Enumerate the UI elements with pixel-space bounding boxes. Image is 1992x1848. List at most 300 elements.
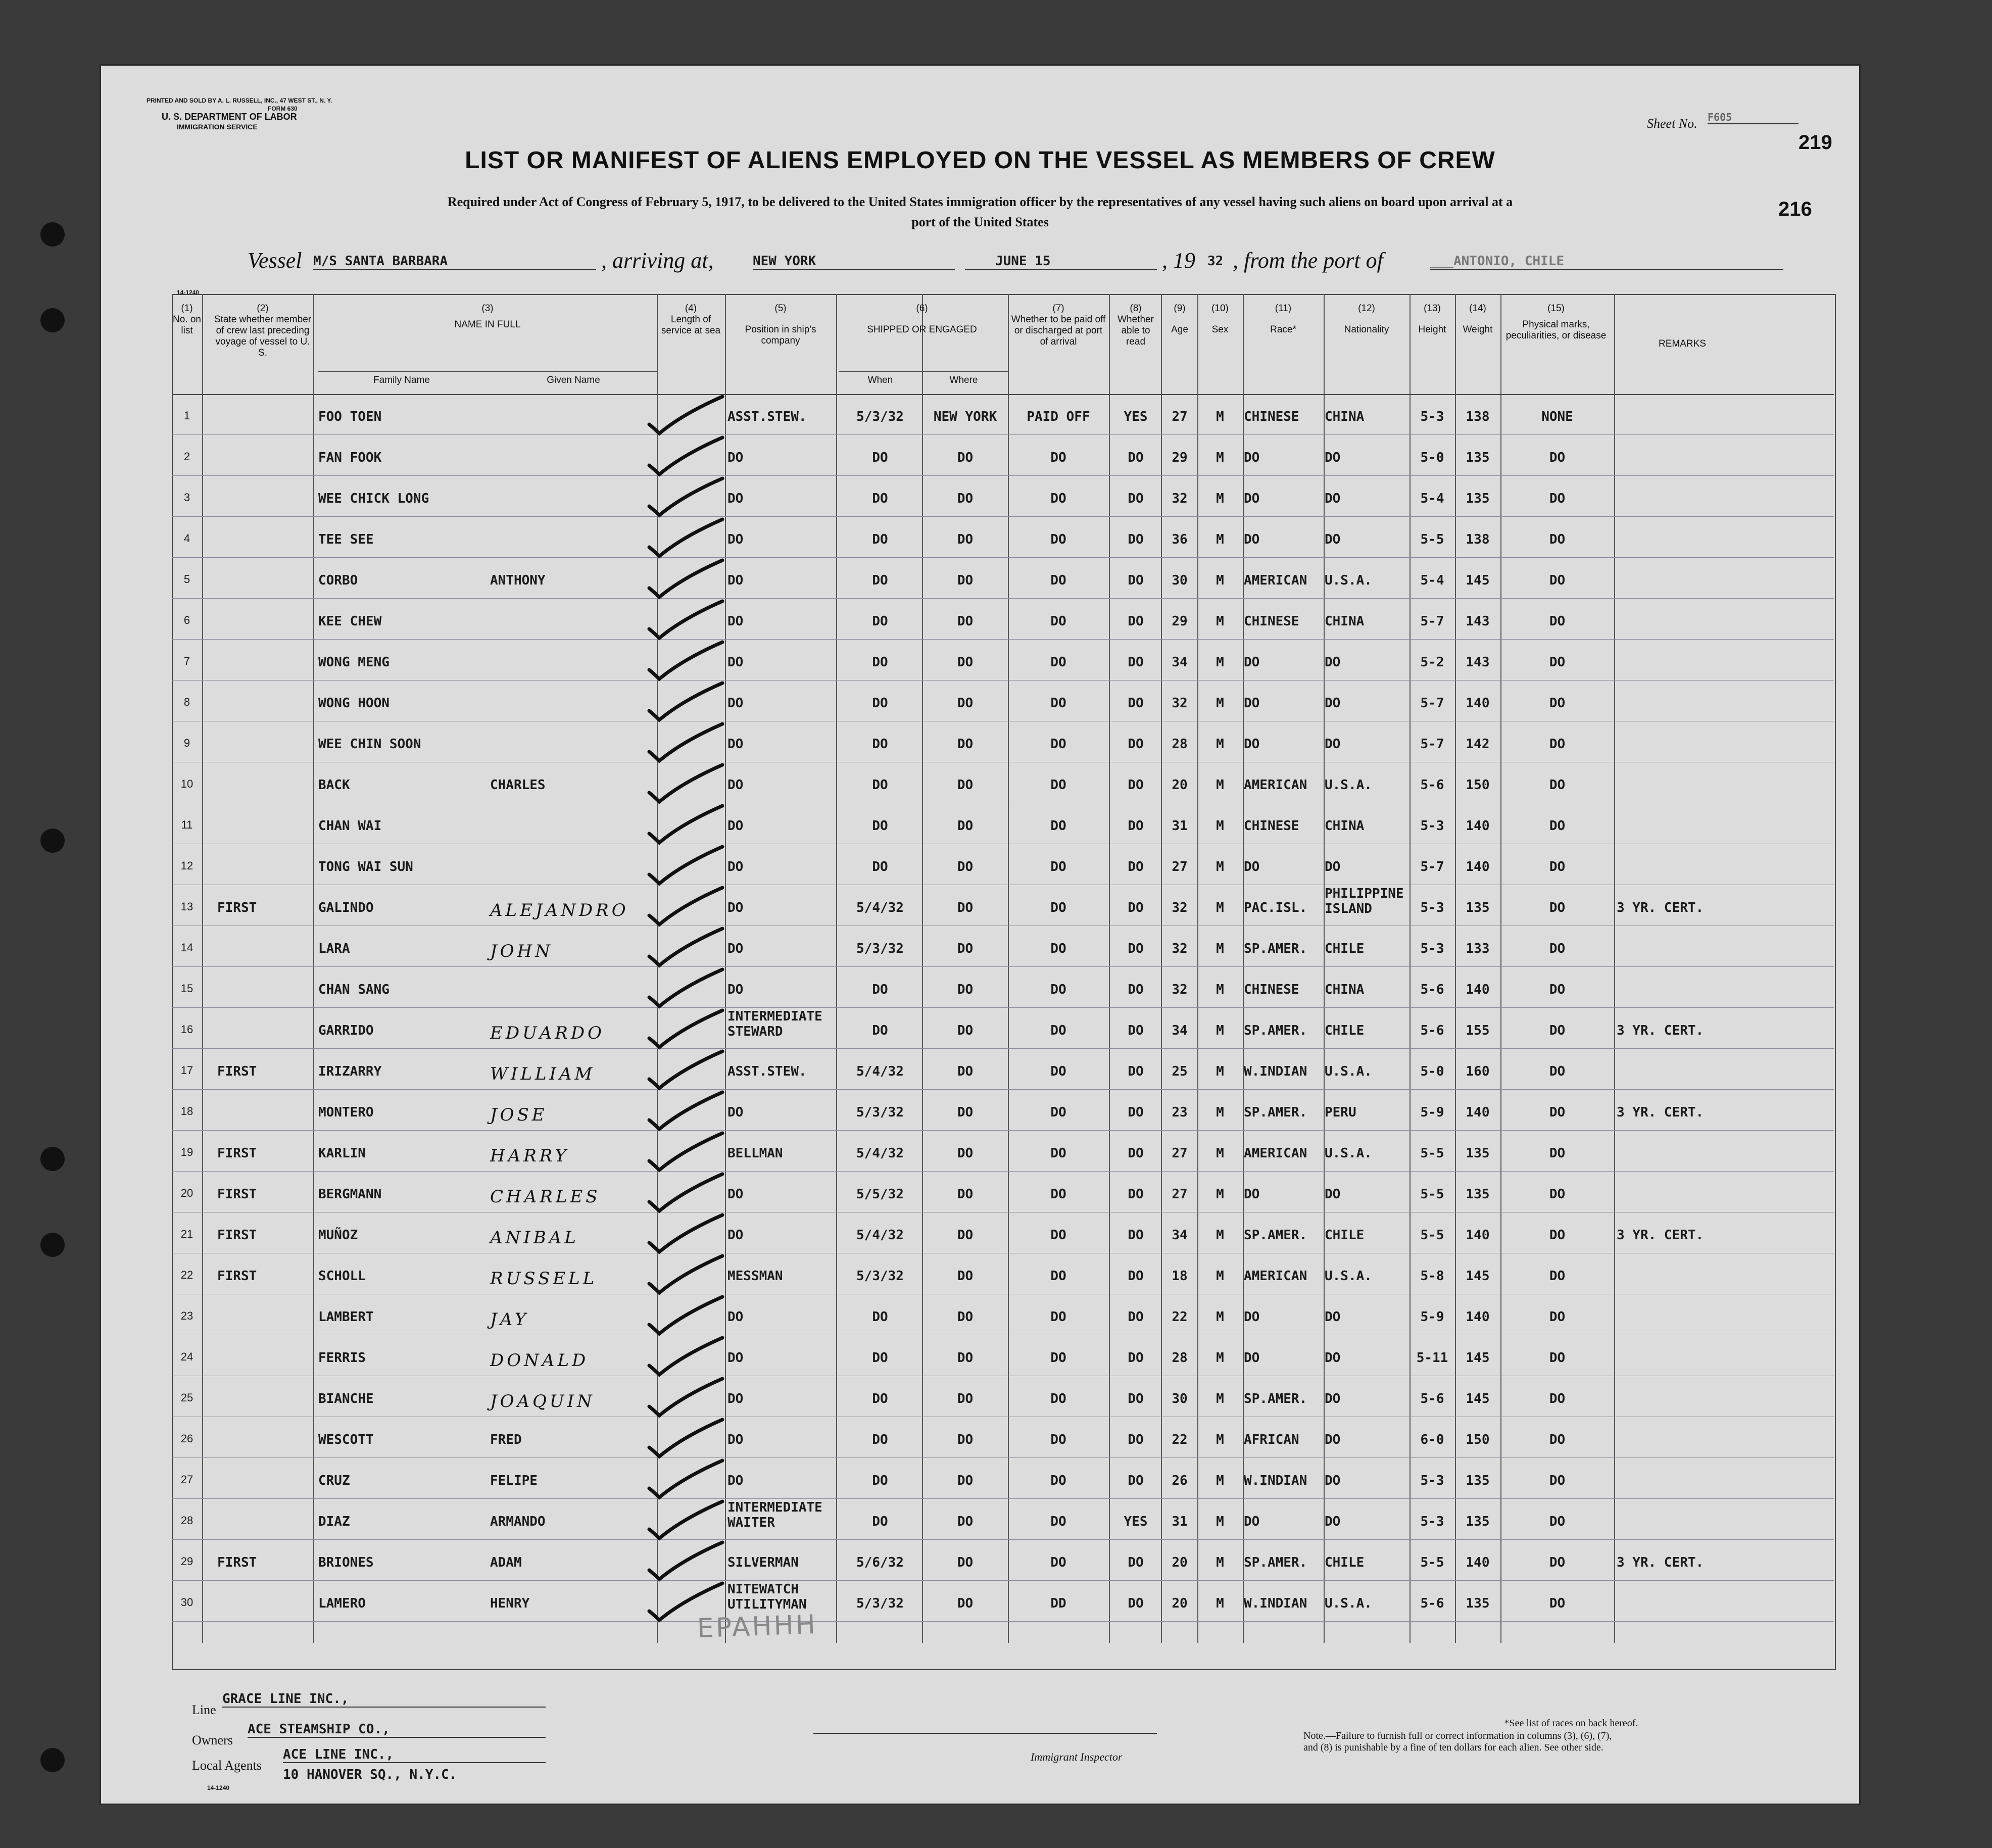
height: 5-5 [1420,1555,1444,1570]
height: 5-0 [1420,1064,1444,1079]
col-sex-header: (10) Sex [1211,303,1229,335]
race: SP.AMER. [1244,1228,1307,1243]
able-to-read: DO [1128,696,1144,711]
row-number: 4 [183,532,190,545]
race: AMERICAN [1244,777,1307,793]
weight: 150 [1466,777,1490,793]
height: 5-7 [1420,696,1444,711]
col-shipped-where-header: Where [949,375,978,385]
family-name: WONG MENG [318,655,390,670]
row-number: 1 [183,409,190,422]
weight: 135 [1466,1146,1490,1161]
shipped-when: DO [872,450,888,465]
footer [172,1682,1834,1793]
race: DO [1244,655,1260,670]
age: 32 [1172,982,1188,997]
able-to-read: DO [1128,1473,1144,1488]
nationality: CHINA [1325,614,1365,629]
able-to-read: DO [1128,941,1144,956]
binder-hole [40,222,65,247]
family-name: KARLIN [318,1146,366,1161]
shipped-when: 5/3/32 [856,1105,904,1120]
shipped-when: DO [872,982,888,997]
weight: 145 [1466,1391,1490,1406]
inspector-label: Immigrant Inspector [1031,1750,1123,1763]
able-to-read: DO [1128,900,1144,915]
age: 20 [1172,1555,1188,1570]
sex: M [1216,1228,1224,1243]
race: AMERICAN [1244,1269,1307,1284]
row-number: 9 [183,737,190,749]
position: DO [727,777,744,793]
nationality: DO [1325,1309,1341,1325]
nationality: CHILE [1325,941,1365,956]
shipped-where: DO [957,1596,974,1611]
physical-marks: DO [1549,777,1566,793]
shipped-when: 5/4/32 [856,1146,904,1161]
sex: M [1216,1146,1224,1161]
col-name-header: (3) NAME IN FULL [454,303,521,330]
physical-marks: DO [1549,900,1566,915]
age: 27 [1172,859,1188,874]
able-to-read: DO [1128,737,1144,752]
position: DO [727,818,744,834]
shipped-where: DO [957,900,974,915]
age: 18 [1172,1269,1188,1284]
table-row [101,982,1859,1023]
paid-off: DO [1050,532,1066,547]
shipped-when: 5/3/32 [856,1269,904,1284]
check-mark-icon [642,435,727,480]
footer-form-code: 14-1240 [207,1784,230,1791]
col-number-header: (1) No. on list [173,303,201,336]
weight: 133 [1466,941,1490,956]
check-mark-icon [642,1417,727,1463]
family-name: TONG WAI SUN [318,859,413,874]
physical-marks: DO [1549,696,1566,711]
paid-off: DO [1050,859,1066,874]
shipped-when: DO [872,614,888,629]
sex: M [1216,1064,1224,1079]
position: DO [727,1228,744,1243]
height: 5-9 [1420,1309,1444,1325]
height: 5-0 [1420,450,1444,465]
able-to-read: DO [1128,859,1144,874]
remarks: 3 YR. CERT. [1617,1105,1704,1120]
shipped-where: DO [957,614,974,629]
paid-off: DO [1050,1473,1066,1488]
height: 5-5 [1420,1228,1444,1243]
sex: M [1216,777,1224,793]
row-number: 20 [180,1187,193,1199]
paid-off: DO [1050,777,1066,793]
height: 5-6 [1420,777,1444,793]
check-mark-icon [642,1294,727,1340]
agents-label: Local Agents [192,1758,262,1773]
position: DO [727,737,744,752]
given-name: JAY [490,1309,529,1330]
position: DO [727,1432,744,1447]
position: DO [727,614,744,629]
able-to-read: DO [1128,655,1144,670]
shipped-when: 5/5/32 [856,1187,904,1202]
table-row [101,1500,1859,1555]
nationality: DO [1325,1187,1341,1202]
family-name: MUÑOZ [318,1228,358,1243]
weight: 138 [1466,532,1490,547]
physical-marks: DO [1549,1391,1566,1406]
sex: M [1216,1555,1224,1570]
nationality: DO [1325,1514,1341,1529]
weight: 140 [1466,982,1490,997]
shipped-where: DO [957,1391,974,1406]
physical-marks: DO [1549,532,1566,547]
family-name: GALINDO [318,900,374,915]
remarks: 3 YR. CERT. [1617,900,1704,915]
given-name: FELIPE [490,1473,538,1488]
able-to-read: DO [1128,1269,1144,1284]
year-value: 32 [1207,254,1224,269]
nationality: U.S.A. [1325,1596,1372,1611]
nationality: DO [1325,491,1341,506]
vessel-name: M/S SANTA BARBARA [313,254,596,270]
col-physical-marks-header: (15) Physical marks, peculiarities, or disease [1505,303,1607,341]
race: SP.AMER. [1244,1105,1307,1120]
previous-voyage: FIRST [217,1064,257,1079]
sex: M [1216,696,1224,711]
paid-off: DO [1050,1146,1066,1161]
physical-marks: DO [1549,1105,1566,1120]
paid-off: DO [1050,737,1066,752]
sex: M [1216,818,1224,834]
weight: 140 [1466,1555,1490,1570]
height: 5-6 [1420,1596,1444,1611]
nationality: DO [1325,1432,1341,1447]
age: 31 [1172,818,1188,834]
weight: 135 [1466,1473,1490,1488]
given-name: WILLIAM [490,1064,596,1084]
age: 36 [1172,532,1188,547]
nationality: U.S.A. [1325,1146,1372,1161]
weight: 135 [1466,1187,1490,1202]
height: 5-7 [1420,737,1444,752]
row-number: 25 [180,1391,193,1404]
col-previous-voyage-header: (2) State whether member of crew last preceding voyage of vessel to U. S. [214,303,312,358]
row-number: 3 [183,491,190,504]
paid-off: DO [1050,696,1066,711]
sex: M [1216,1023,1224,1038]
age: 31 [1172,1514,1188,1529]
shipped-when: DO [872,573,888,588]
height: 5-11 [1416,1350,1448,1366]
race: DO [1244,1514,1260,1529]
paid-off: DO [1050,1514,1066,1529]
race: W.INDIAN [1244,1596,1307,1611]
form-code: 14-1240 [177,289,200,296]
sex: M [1216,491,1224,506]
vessel-line [248,248,1814,278]
check-mark-icon [642,926,727,971]
physical-marks: DO [1549,1023,1566,1038]
weight: 140 [1466,1309,1490,1325]
row-number: 23 [180,1309,193,1322]
shipped-when: DO [872,859,888,874]
given-name: ANTHONY [490,573,546,588]
able-to-read: YES [1124,409,1148,424]
family-name: WEE CHICK LONG [318,491,429,506]
sex: M [1216,655,1224,670]
col-shipped-when-header: When [867,375,893,385]
row-number: 12 [180,859,193,872]
able-to-read: DO [1128,450,1144,465]
age: 32 [1172,491,1188,506]
shipped-when: 5/4/32 [856,900,904,915]
table-row [101,450,1859,491]
able-to-read: DO [1128,1187,1144,1202]
physical-marks: DO [1549,1187,1566,1202]
family-name: BERGMANN [318,1187,382,1202]
physical-marks: DO [1549,1269,1566,1284]
shipped-when: 5/3/32 [856,409,904,424]
able-to-read: DO [1128,1023,1144,1038]
position: DO [727,1391,744,1406]
check-mark-icon [642,599,727,644]
given-name: CHARLES [490,1187,601,1207]
race: DO [1244,696,1260,711]
check-mark-icon [642,803,727,849]
sex: M [1216,532,1224,547]
sex: M [1216,1596,1224,1611]
col-paid-off-header: (7) Whether to be paid off or discharged at port of arrival [1011,303,1106,347]
given-name: EDUARDO [490,1023,605,1043]
remarks: 3 YR. CERT. [1617,1228,1704,1243]
shipped-where: DO [957,1228,974,1243]
paid-off: DO [1050,941,1066,956]
weight: 135 [1466,900,1490,915]
position: MESSMAN [727,1269,783,1284]
shipped-where: DO [957,818,974,834]
col-height-header: (13) Height [1418,303,1446,335]
vessel-label: Vessel [248,248,302,273]
nationality: U.S.A. [1325,573,1372,588]
paid-off: DD [1050,1596,1066,1611]
sheet-no-label: Sheet No. [1647,116,1697,131]
race: CHINESE [1244,982,1299,997]
paid-off: DO [1050,614,1066,629]
owners-value: ACE STEAMSHIP CO., [248,1722,546,1738]
family-name: FAN FOOK [318,450,382,465]
age: 32 [1172,941,1188,956]
paid-off: DO [1050,573,1066,588]
family-name: TEE SEE [318,532,374,547]
family-name: BACK [318,777,350,793]
paid-off: DO [1050,1187,1066,1202]
col-service-length-header: (4) Length of service at sea [661,303,721,336]
shipped-when: DO [872,491,888,506]
binder-hole [40,1147,65,1171]
shipped-where: DO [957,1105,974,1120]
agents-address: 10 HANOVER SQ., N.Y.C. [283,1767,457,1782]
shipped-where: DO [957,1146,974,1161]
family-name: FERRIS [318,1350,366,1366]
physical-marks: DO [1549,655,1566,670]
shipped-when: DO [872,737,888,752]
check-mark-icon [642,1540,727,1585]
age: 22 [1172,1309,1188,1325]
row-number: 30 [180,1596,193,1609]
height: 5-6 [1420,982,1444,997]
weight: 143 [1466,614,1490,629]
sex: M [1216,573,1224,588]
check-mark-icon [642,517,727,562]
service: IMMIGRATION SERVICE [177,123,258,131]
family-name: WEE CHIN SOON [318,737,421,752]
table-row [101,1228,1859,1269]
able-to-read: DO [1128,982,1144,997]
height: 5-5 [1420,1187,1444,1202]
table-row [101,1105,1859,1146]
manifest-title: LIST OR MANIFEST OF ALIENS EMPLOYED ON THE VESSEL AS MEMBERS OF CREW [465,147,1495,174]
shipped-when: 5/3/32 [856,1596,904,1611]
weight: 140 [1466,1228,1490,1243]
table-row [101,655,1859,696]
shipped-when: DO [872,818,888,834]
row-number: 14 [180,941,193,954]
table-row [101,1432,1859,1473]
position: NITEWATCH UTILITYMAN [727,1582,807,1612]
arrival-date: JUNE 15 [965,254,1157,270]
family-name: GARRIDO [318,1023,374,1038]
row-number: 16 [180,1023,193,1036]
sex: M [1216,614,1224,629]
previous-voyage: FIRST [217,1146,257,1161]
age: 29 [1172,450,1188,465]
race: CHINESE [1244,818,1299,834]
able-to-read: DO [1128,1146,1144,1161]
weight: 145 [1466,1269,1490,1284]
check-mark-icon [642,1008,727,1053]
shipped-when: DO [872,1391,888,1406]
arriving-label: , arriving at, [601,248,714,273]
physical-marks: DO [1549,614,1566,629]
shipped-when: DO [872,655,888,670]
paid-off: PAID OFF [1027,409,1090,424]
sex: M [1216,1187,1224,1202]
age: 27 [1172,1187,1188,1202]
shipped-when: DO [872,1514,888,1529]
age: 26 [1172,1473,1188,1488]
weight: 145 [1466,1350,1490,1366]
physical-marks: DO [1549,1473,1566,1488]
page-number-inner: 216 [1778,198,1812,220]
table-row [101,1350,1859,1391]
col-family-name-header: Family Name [373,375,430,385]
paid-off: DO [1050,1350,1066,1366]
height: 5-4 [1420,491,1444,506]
weight: 135 [1466,1514,1490,1529]
table-row [101,737,1859,777]
position: INTERMEDIATE WAITER [727,1500,822,1530]
height: 5-3 [1420,1473,1444,1488]
shipped-where: DO [957,737,974,752]
race: SP.AMER. [1244,941,1307,956]
shipped-where: DO [957,573,974,588]
nationality: CHILE [1325,1023,1365,1038]
sex: M [1216,1350,1224,1366]
age: 29 [1172,614,1188,629]
age: 20 [1172,777,1188,793]
position: DO [727,1350,744,1366]
shipped-when: DO [872,696,888,711]
shipped-where: DO [957,777,974,793]
position: SILVERMAN [727,1555,799,1570]
nationality: CHINA [1325,409,1365,424]
age: 25 [1172,1064,1188,1079]
check-mark-icon [642,1335,727,1381]
family-name: CRUZ [318,1473,350,1488]
given-name: HARRY [490,1146,569,1166]
table-row [101,1555,1859,1596]
given-name: CHARLES [490,777,546,793]
paid-off: DO [1050,655,1066,670]
from-port: ___ANTONIO, CHILE [1430,254,1783,270]
height: 5-6 [1420,1023,1444,1038]
binder-hole [40,308,65,332]
table-row [101,1269,1859,1309]
height: 5-3 [1420,941,1444,956]
table-row [101,1582,1859,1637]
shipped-where: DO [957,532,974,547]
given-name: ARMANDO [490,1514,546,1529]
table-row [101,941,1859,982]
paid-off: DO [1050,1064,1066,1079]
table-row [101,409,1859,450]
able-to-read: DO [1128,614,1144,629]
position: DO [727,982,744,997]
department: U. S. DEPARTMENT OF LABOR [162,112,297,122]
check-mark-icon [642,1253,727,1299]
given-name: DONALD [490,1350,589,1371]
position: DO [727,491,744,506]
table-row [101,886,1859,941]
nationality: U.S.A. [1325,1064,1372,1079]
height: 5-3 [1420,900,1444,915]
age: 32 [1172,900,1188,915]
paid-off: DO [1050,818,1066,834]
check-mark-icon [642,721,727,767]
paid-off: DO [1050,491,1066,506]
row-number: 21 [180,1228,193,1240]
race: AMERICAN [1244,573,1307,588]
height: 5-8 [1420,1269,1444,1284]
age: 30 [1172,1391,1188,1406]
col-remarks-header: REMARKS [1659,338,1706,349]
family-name: CHAN WAI [318,818,382,834]
shipped-when: DO [872,1432,888,1447]
arriving-port: NEW YORK [753,254,955,270]
nationality: DO [1325,655,1341,670]
given-name: ANIBAL [490,1228,579,1248]
family-name: CORBO [318,573,358,588]
table-row [101,859,1859,900]
height: 5-5 [1420,1146,1444,1161]
sex: M [1216,941,1224,956]
table-row [101,614,1859,655]
able-to-read: DO [1128,1064,1144,1079]
shipped-where: DO [957,1432,974,1447]
weight: 135 [1466,1596,1490,1611]
family-name: SCHOLL [318,1269,366,1284]
